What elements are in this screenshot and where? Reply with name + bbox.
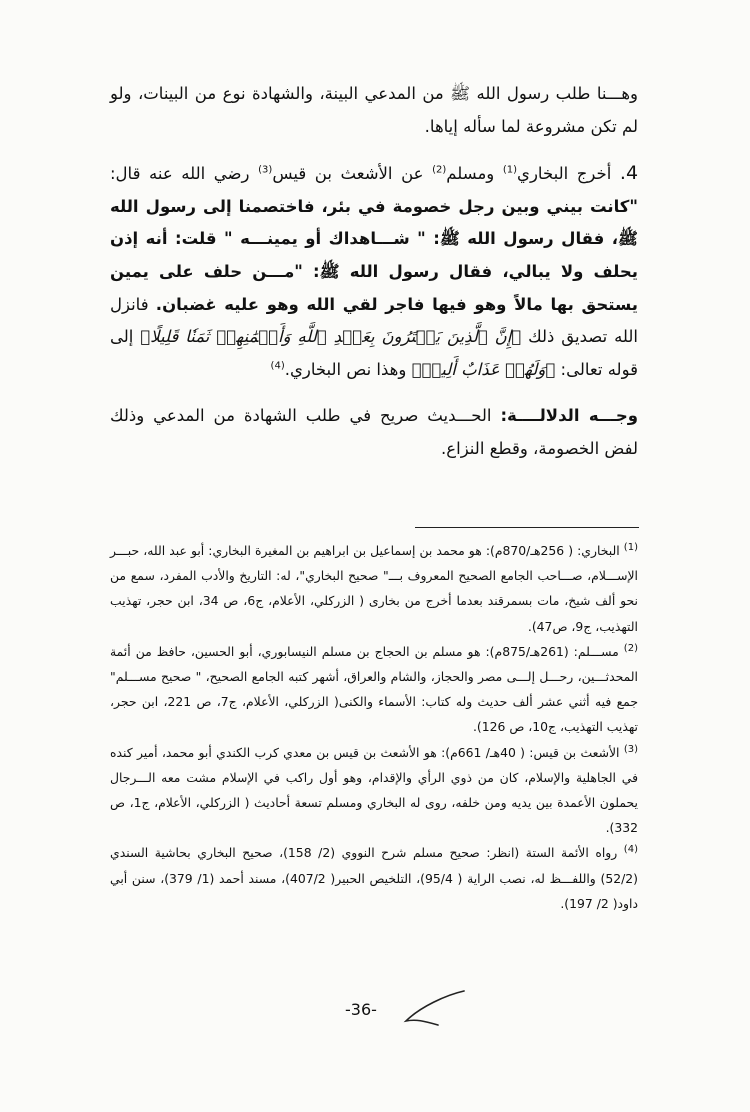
pen-mark <box>398 985 468 1030</box>
footnote-number: (2) <box>623 642 638 654</box>
footnote-ref-4[interactable]: (4) <box>270 360 285 372</box>
quran-verse-1: ﴿إِنَّ ٱلَّذِينَ يَشۡتَرُونَ بِعَهۡدِ ٱللَّهِ وَأَيۡمَٰنِهِمۡ ثَمَنٗا قَلِيلًا﴾ <box>140 327 522 347</box>
footnote-divider <box>415 527 639 528</box>
footnote-ref-2[interactable]: (2) <box>432 164 447 176</box>
paragraph-3: وجـــه الدلالــــة: الحـــديث صريح في طلب الشهادة من المدعي وذلك لفض الخصومة، وقطع النزاع. <box>110 406 638 458</box>
footnotes <box>110 538 638 916</box>
page-number: -36- <box>345 1000 377 1019</box>
footnote-number: (1) <box>623 541 638 553</box>
item-number: 4. <box>619 162 639 185</box>
section-heading: وجـــه الدلالــــة: <box>500 406 638 426</box>
footnote-number: (3) <box>623 743 638 755</box>
paragraph-2: 4. أخرج البخاري$^{(1)}$ ومسلم$^{(2)}$ عن الأشعث بن قيس$^{(3)}$ رضي الله عنه قال: "كانت بيني وبين رجل خصومة في بئر، فاختصمنا إلى رسول الله ﷺ، فقال رسول الله ﷺ: " شـــاهداك أو يمينـــه " قلت: أنه إذن يحلف ولا يبالي، فقال رسول الله ﷺ: "مـــن حلف على يمين يستحق بها مالاً وهو فيها فاجر لقي الله وهو عليه غضبان. فانزل الله تصديق ذلك ﴿إِنَّ ٱلَّذِينَ يَشۡتَرُونَ بِعَهۡدِ ٱللَّهِ وَأَيۡمَٰنِهِمۡ ثَمَنٗا قَلِيلًا﴾ إلى قوله تعالى: ﴿وَلَهُمۡ عَذَابٌ أَلِيمٞ﴾ وهذا نص البخاري.$^{(4)}$ <box>110 162 639 379</box>
footnote-3: $^{(3)}$ الأشعث بن قيس: ( 40هـ/ 661م): هو الأشعث بن قيس بن معدي كرب الكندي أبو محمد، أمير كنده في الجاهلية والإسلام، كان من ذوي الرأي والإقدام، وهو أول راكب في الإسلام مشت معه الـــرجال يحملون الأعمدة بين يديه ومن خلفه، روى له البخاري ومسلم تسعة أحاديث ( الزركلي، الأعلام، ج1، ص 332). <box>110 743 639 836</box>
footnote-2: $^{(2)}$ مســـلم: (261هـ/875م): هو مسلم بن الحجاج بن مسلم النيسابوري، أبو الحسين، حافظ من أئمة المحدثـــين، رحـــل إلـــى مصر والحجاز، والشام والعراق، أشهر كتبه الجامع الصحيح، " صحيح مســـلم" جمع فيه أثني عشر ألف حديث وله كتاب: الأسماء والكنى( الزركلي، الأعلام، ج7، ص 221، ابن حجر، تهذيب التهذيب، ج10، ص 126). <box>110 642 638 735</box>
footnote-ref-1[interactable]: (1) <box>502 164 518 176</box>
hadith-quote: "كانت بيني وبين رجل خصومة في بئر، فاختصمنا إلى رسول الله ﷺ، فقال رسول الله ﷺ: " شـــاهداك أو يمينـــه " قلت: أنه إذن يحلف ولا يبالي، فقال رسول الله ﷺ: "مـــن حلف على يمين يستحق بها مالاً وهو فيها فاجر لقي الله وهو عليه غضبان. <box>110 196 638 314</box>
paragraph-1: وهـــنا طلب رسول الله ﷺ من المدعي البينة، والشهادة نوع من البينات، ولو لم تكن مشروعة لما سأله إياها. <box>110 84 638 136</box>
main-text <box>110 78 638 466</box>
footnote-1: $^{(1)}$ البخاري: ( 256هـ/870م): هو محمد بن إسماعيل بن ابراهيم بن المغيرة البخاري: أبو عبد الله، حبـــر الإســـلام، صـــاحب الجامع الصحيح المعروف بـــ" صحيح البخاري"، له: التاريخ والأدب المفرد، سمع من نحو ألف شيخ، مات بسمرقند بعدما أخرج من بخارى ( الزركلي، الأعلام، ج6، ص 34، ابن حجر، تهذيب التهذيب، ج9، ص47). <box>110 541 639 634</box>
footnote-ref-3[interactable]: (3) <box>258 164 273 176</box>
footnote-number: (4) <box>623 844 638 856</box>
footnote-4: $^{(4)}$ رواه الأئمة الستة (انظر: صحيح مسلم شرح النووي (2/ 158)، صحيح البخاري بحاشية السندي (52/2) واللفـــظ له، نصب الراية ( 95/4)، التلخيص الحبير( 407/2)، مسند أحمد (1/ 379)، سنن أبي داود( 2/ 197). <box>110 844 639 911</box>
quran-verse-2: ﴿وَلَهُمۡ عَذَابٌ أَلِيمٞ﴾ <box>411 359 556 379</box>
